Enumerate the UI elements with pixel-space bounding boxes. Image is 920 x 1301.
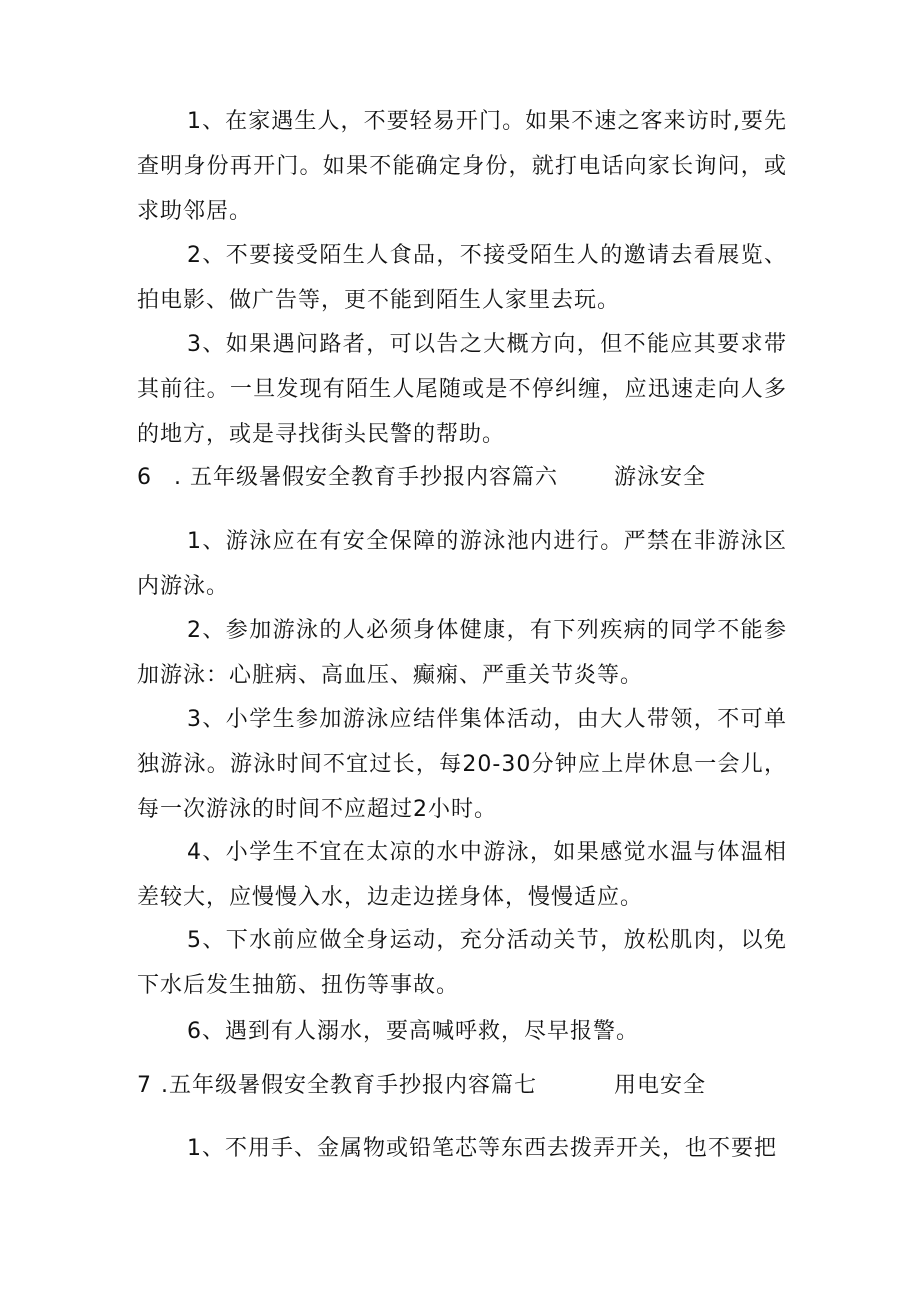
- paragraph-swim-1: 1、游泳应在有安全保障的游泳池内进行。严禁在非游泳区内游泳。: [137, 529, 787, 599]
- paragraph-swim-6: 6、遇到有人溺水，要高喊呼救，尽早报警。: [187, 1019, 639, 1044]
- section-subtitle: 用电安全: [614, 1073, 707, 1098]
- section-number: 6: [137, 465, 152, 490]
- section-heading-6: [137, 455, 787, 500]
- section-title: .五年级暑假安全教育手抄报内容篇七: [161, 1073, 537, 1098]
- paragraph-swim-2: 2、参加游泳的人必须身体健康，有下列疾病的同学不能参加游泳：心脏病、高血压、癫痫、严重关节炎等。: [137, 618, 787, 688]
- section-title: . 五年级暑假安全教育手抄报内容篇六: [174, 465, 558, 490]
- paragraph-electric-1: 1、不用手、金属物或铅笔芯等东西去拨弄开关，也不要把: [187, 1136, 777, 1161]
- paragraph-stranger-2: 2、不要接受陌生人食品，不接受陌生人的邀请去看展览、拍电影、做广告等，更不能到陌生人家里去玩。: [137, 243, 787, 313]
- paragraph-swim-5: 5、下水前应做全身运动，充分活动关节，放松肌肉，以免下水后发生抽筋、扭伤等事故。: [137, 928, 787, 998]
- section-heading-7: [137, 1063, 787, 1108]
- paragraph-stranger-1: 1、在家遇生人，不要轻易开门。如果不速之客来访时,要先查明身份再开门。如果不能确定身份，就打电话向家长询问，或求助邻居。: [137, 109, 787, 224]
- paragraph-swim-3: 3、小学生参加游泳应结伴集体活动，由大人带领，不可单独游泳。游泳时间不宜过长，每20-30分钟应上岸休息一会儿，每一次游泳的时间不应超过2小时。: [137, 707, 787, 822]
- paragraph-swim-4: 4、小学生不宜在太凉的水中游泳，如果感觉水温与体温相差较大，应慢慢入水，边走边搓身体，慢慢适应。: [137, 840, 787, 910]
- section-subtitle: 游泳安全: [614, 465, 707, 490]
- paragraph-stranger-3: 3、如果遇问路者，可以告之大概方向，但不能应其要求带其前往。一旦发现有陌生人尾随或是不停纠缠，应迅速走向人多的地方，或是寻找街头民警的帮助。: [137, 332, 787, 447]
- section-number: 7: [137, 1073, 152, 1098]
